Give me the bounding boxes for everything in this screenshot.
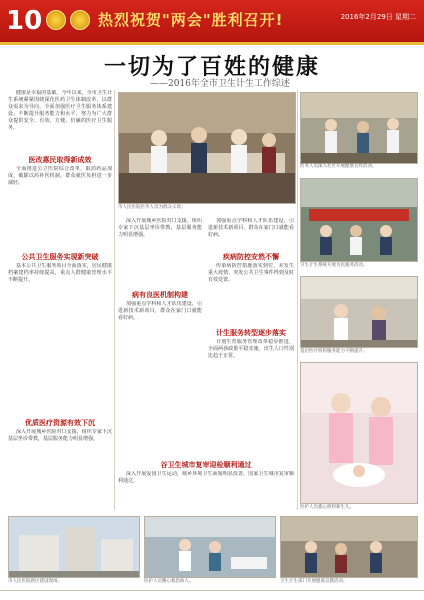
section-body-1 xyxy=(8,166,112,246)
caption-5: 医护人员悉心照料新生儿。 xyxy=(300,505,354,510)
photo-hospital-building xyxy=(8,516,140,578)
section-text-5: 传染病防控措施落实到位，未发生重大疫情，突发公共卫生事件得到及时有效处置。 xyxy=(208,263,294,283)
national-emblem-icon xyxy=(70,10,90,30)
photo-community-image xyxy=(301,93,417,163)
section-heading-6: 计生服务转型逐步落实 xyxy=(216,329,286,337)
section-text-2: 基本公共卫生服务项目全面落实，居民健康档案建档率持续提高，重点人群健康管理水平不断提升。 xyxy=(8,263,112,283)
column-divider-right xyxy=(297,90,298,510)
section-body-6 xyxy=(208,339,294,419)
photo-education xyxy=(280,516,418,578)
lead-paragraph xyxy=(8,90,112,152)
photo-newborn xyxy=(300,362,418,504)
caption-1: 市人民医院医务人员为群众义诊。 xyxy=(118,205,186,210)
section-heading-1: 医改惠民取得新成效 xyxy=(28,156,92,164)
caption-6: 市人民医院新区建设现场。 xyxy=(8,579,62,584)
middle-text-2: 加强重点学科和人才队伍建设，引进新技术新项目，群众在家门口就能看好病。 xyxy=(208,218,294,238)
photo-community xyxy=(300,92,418,164)
party-emblem-icon xyxy=(46,10,66,30)
section-heading-7: 谷卫生城市复审迎检顺利通过 xyxy=(160,461,252,469)
section-body-4 xyxy=(118,301,202,451)
section-text-1: 全面推进公立医院综合改革，取消药品加成，破除以药补医机制，群众就医负担进一步减轻。 xyxy=(8,166,112,186)
photo-free-clinic-image xyxy=(119,93,295,203)
section-heading-2: 公共卫生服务实现新突破 xyxy=(21,253,99,261)
lead-text: 健康是幸福的基础。今年以来，全市卫生计生系统紧紧围绕深化医药卫生体制改革，以群众需求为导向，全面加强医疗卫生服务体系建设，不断提升服务能力和水平，努力为广大群众提供安全、有效、方便、价廉的医疗卫生服务。 xyxy=(8,90,112,131)
photo-free-clinic xyxy=(118,92,296,204)
section-body-5 xyxy=(208,263,294,323)
issue-date: 2016年2月29日 星期二 xyxy=(340,13,416,21)
section-heading-5: 疾病防控安然不懈 xyxy=(223,253,279,261)
caption-4: 基层医疗机构服务能力不断提升。 xyxy=(300,349,368,354)
section-heading-3: 优质医疗资源有效下沉 xyxy=(25,419,95,427)
header-divider xyxy=(0,42,424,45)
header-banner: 热烈祝贺"两会"胜利召开! xyxy=(98,11,284,29)
photo-clinic-image xyxy=(301,277,417,347)
middle-column-2 xyxy=(208,218,294,248)
photo-service xyxy=(300,178,418,262)
section-body-2 xyxy=(8,263,112,351)
photo-treatment xyxy=(144,516,276,578)
section-text-7: 深入开展爱国卫生运动，城乡环境卫生面貌明显改善，国家卫生城市复审顺利通过。 xyxy=(118,471,294,484)
photo-hospital-building-image xyxy=(9,517,139,577)
caption-2: 医务人员深入社区开展健康宣传活动。 xyxy=(300,164,377,169)
caption-8: 卫生计生部门开展健康宣教活动。 xyxy=(280,579,348,584)
article-title: 一切为了百姓的健康 xyxy=(103,55,320,80)
photo-newborn-image xyxy=(301,363,417,503)
caption-3: 卫生计生系统开展为民服务活动。 xyxy=(300,263,368,268)
article-subtitle: ——2016年全市卫生计生工作综述 xyxy=(150,79,290,89)
section-heading-4: 病有良医机制构建 xyxy=(132,291,188,299)
section-text-3: 深入开展城乡医院对口支援，组织专家下沉基层坐诊带教，基层服务能力明显增强。 xyxy=(8,429,112,442)
middle-text-1: 深入开展城乡医院对口支援，组织专家下沉基层坐诊带教，基层服务能力明显增强。 xyxy=(118,218,202,238)
photo-clinic xyxy=(300,276,418,348)
page-header xyxy=(0,0,424,42)
section-body-7 xyxy=(118,471,294,511)
footer-rule xyxy=(0,590,424,591)
section-text-6: 计划生育服务管理改革稳步推进，全面两孩政策平稳实施，出生人口性别比趋于正常。 xyxy=(208,339,294,359)
page-number: 10 xyxy=(6,6,43,36)
photo-treatment-image xyxy=(145,517,275,577)
section-body-3 xyxy=(8,429,112,511)
caption-7: 医护人员精心救治病人。 xyxy=(144,579,194,584)
section-text-4: 加强重点学科和人才队伍建设，引进新技术新项目，群众在家门口就能看好病。 xyxy=(118,301,202,321)
photo-service-image xyxy=(301,179,417,261)
column-divider-left xyxy=(114,90,115,510)
emblems xyxy=(46,10,90,30)
photo-education-image xyxy=(281,517,417,577)
